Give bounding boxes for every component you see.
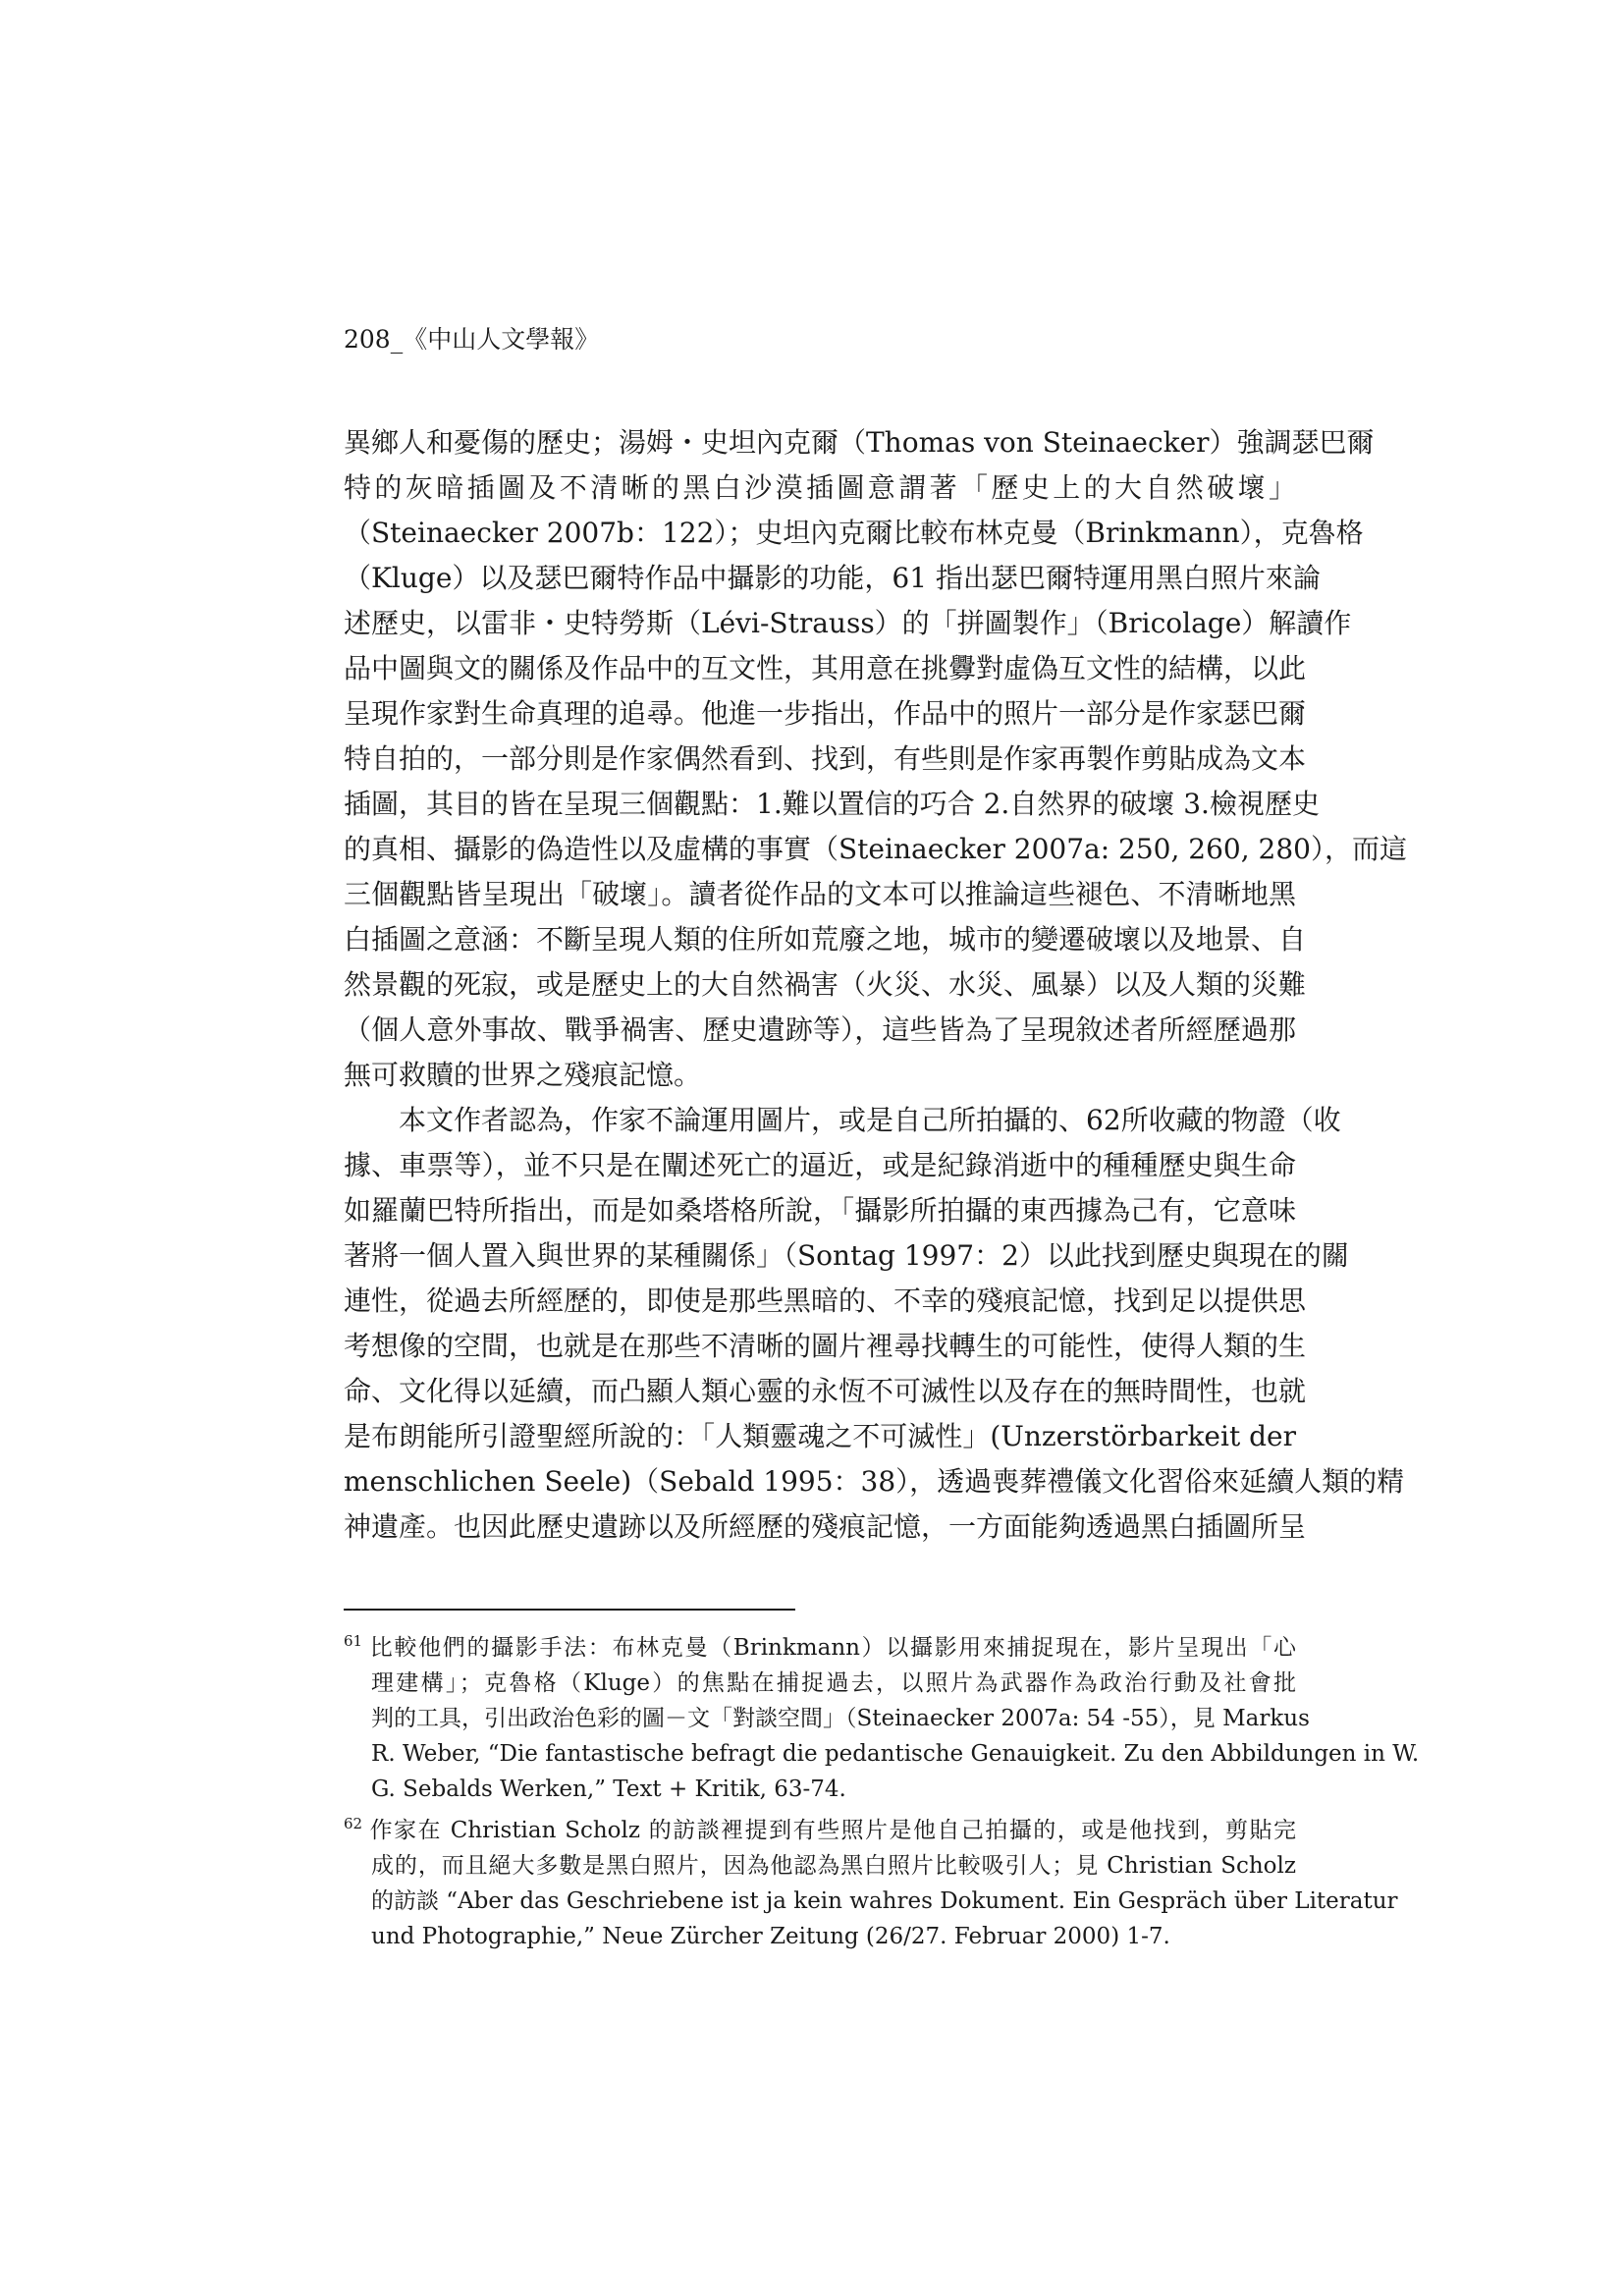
footnote-line: R. Weber, “Die fantastische befragt die pedantische Genauigkeit. Zu den Abbildungen in W. <box>371 1741 1420 1767</box>
body-line: 本文作者認為，作家不論運用圖片，或是自己所拍攝的、62所收藏的物證（收 <box>399 1104 1341 1136</box>
body-line: （Kluge）以及瑟巴爾特作品中攝影的功能，61 指出瑟巴爾特運用黑白照片來論 <box>344 562 1321 594</box>
footnote-line: und Photographie,” Neue Zürcher Zeitung (26/27. Februar 2000) 1-7. <box>371 1924 1170 1949</box>
footnote-line: 成的，而且絕大多數是黑白照片，因為他認為黑白照片比較吸引人；見 Christian Scholz <box>371 1853 1296 1879</box>
footnote-divider <box>344 1609 795 1611</box>
body-line: 連性，從過去所經歷的，即使是那些黑暗的、不幸的殘痕記憶，找到足以提供思 <box>344 1285 1307 1317</box>
footnote-line <box>344 1630 1296 1666</box>
footnote-line: G. Sebalds Werken,” Text + Kritik, 63-74. <box>371 1777 846 1802</box>
body-line: 著將一個人置入與世界的某種關係」（Sontag 1997：2）以此找到歷史與現在的關 <box>344 1239 1349 1272</box>
footnote-number: 62 <box>344 1815 363 1833</box>
body-line: 命、文化得以延續，而凸顯人類心靈的永恆不可滅性以及存在的無時間性，也就 <box>344 1375 1307 1407</box>
footnote-text: 作家在 Christian Scholz 的訪談裡提到有些照片是他自己拍攝的，或是他找到，剪貼完 <box>368 1818 1296 1843</box>
running-header: 208_《中山人文學報》 <box>344 325 600 354</box>
footnote-line <box>344 1813 1296 1848</box>
footnote-line: 判的工具，引出政治色彩的圖－文「對談空間」（Steinaecker 2007a: 54 -55），見 Markus <box>371 1706 1310 1731</box>
body-line: 述歷史，以雷非・史特勞斯（Lévi-Strauss）的「拼圖製作」（Bricolage）解讀作 <box>344 607 1352 639</box>
body-line: 無可救贖的世界之殘痕記憶。 <box>344 1059 702 1091</box>
body-line: 白插圖之意涵：不斷呈現人類的住所如荒廢之地，城市的變遷破壞以及地景、自 <box>344 923 1307 956</box>
body-line: 考想像的空間，也就是在那些不清晰的圖片裡尋找轉生的可能性，使得人類的生 <box>344 1330 1307 1362</box>
body-line: 插圖，其目的皆在呈現三個觀點：1.難以置信的巧合 2.自然界的破壞 3.檢視歷史 <box>344 788 1320 820</box>
body-line: 如羅蘭巴特所指出，而是如桑塔格所說，「攝影所拍攝的東西據為己有，它意味 <box>344 1194 1296 1227</box>
footnotes <box>344 1630 1420 1954</box>
body-line: 是布朗能所引證聖經所說的：「人類靈魂之不可滅性」(Unzerstörbarkeit der <box>344 1420 1296 1452</box>
body-line: 特的灰暗插圖及不清晰的黑白沙漠插圖意謂著「歷史上的大自然破壞」 <box>344 471 1296 504</box>
footnote-61 <box>344 1630 1420 1807</box>
body-line: 呈現作家對生命真理的追尋。他進一步指出，作品中的照片一部分是作家瑟巴爾 <box>344 697 1307 730</box>
body-line: menschlichen Seele)（Sebald 1995：38），透過喪葬禮儀文化習俗來延續人類的精 <box>344 1465 1405 1498</box>
footnote-line: 的訪談 “Aber das Geschriebene ist ja kein wahres Dokument. Ein Gespräch über Literatur <box>371 1888 1398 1914</box>
body-line: 異鄉人和憂傷的歷史；湯姆・史坦內克爾（Thomas von Steinaecker）強調瑟巴爾 <box>344 426 1375 459</box>
footnote-line: 理建構」；克魯格（Kluge）的焦點在捕捉過去，以照片為武器作為政治行動及社會批 <box>371 1670 1296 1696</box>
body-line: 品中圖與文的關係及作品中的互文性，其用意在挑釁對虛偽互文性的結構，以此 <box>344 652 1307 684</box>
footnote-62 <box>344 1813 1398 1954</box>
body-line: 然景觀的死寂，或是歷史上的大自然禍害（火災、水災、風暴）以及人類的災難 <box>344 968 1307 1001</box>
body-line: 神遺產。也因此歷史遺跡以及所經歷的殘痕記憶，一方面能夠透過黑白插圖所呈 <box>344 1510 1307 1543</box>
body-line: （個人意外事故、戰爭禍害、歷史遺跡等），這些皆為了呈現敘述者所經歷過那 <box>344 1013 1296 1046</box>
footnote-text: 比較他們的攝影手法：布林克曼（Brinkmann）以攝影用來捕捉現在，影片呈現出「心 <box>368 1635 1296 1661</box>
body-line: 三個觀點皆呈現出「破壞」。讀者從作品的文本可以推論這些褪色、不清晰地黑 <box>344 878 1296 910</box>
footnote-number: 61 <box>344 1632 363 1651</box>
body-line: 特自拍的，一部分則是作家偶然看到、找到，有些則是作家再製作剪貼成為文本 <box>344 742 1307 775</box>
body-line: （Steinaecker 2007b：122）；史坦內克爾比較布林克曼（Brinkmann），克魯格 <box>344 517 1364 549</box>
body-text <box>344 420 1407 1550</box>
body-line: 據、車票等），並不只是在闡述死亡的逼近，或是紀錄消逝中的種種歷史與生命 <box>344 1149 1296 1181</box>
body-line: 的真相、攝影的偽造性以及虛構的事實（Steinaecker 2007a: 250, 260, 280），而這 <box>344 833 1407 865</box>
